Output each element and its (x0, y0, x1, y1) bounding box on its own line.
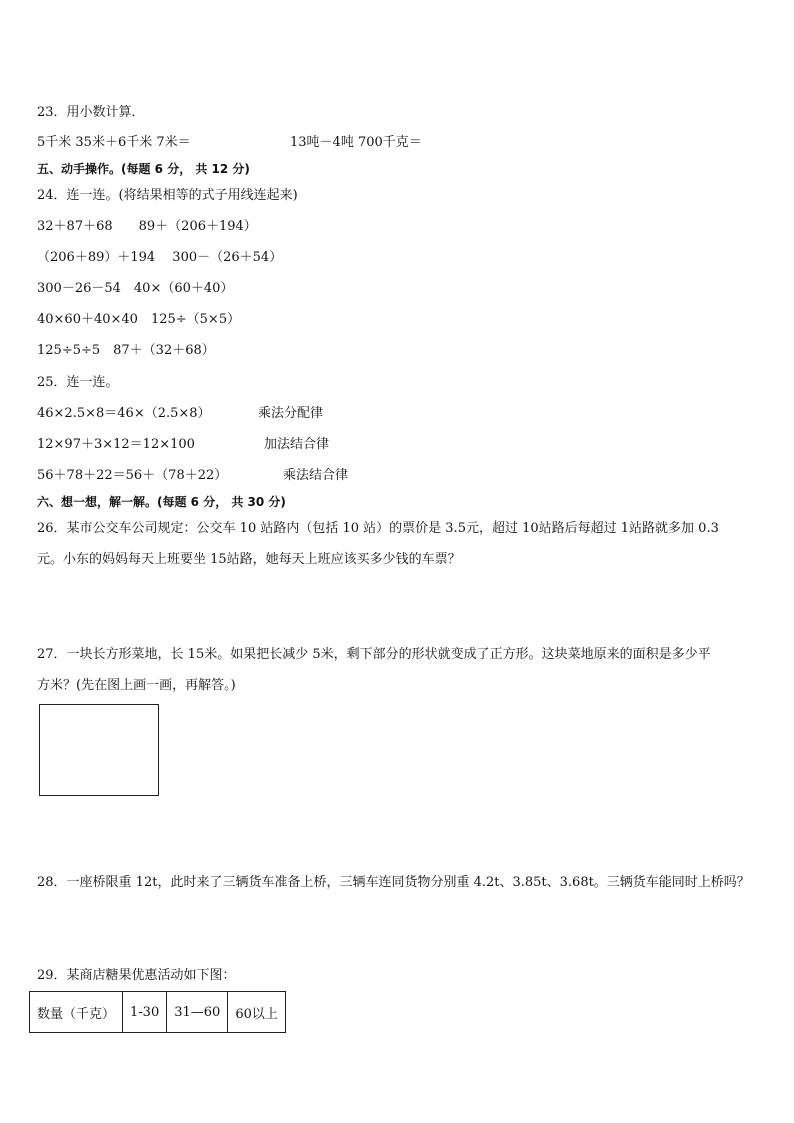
q29-title: 29．某商店糖果优惠活动如下图： (37, 968, 236, 983)
q25-law: 乘法分配律 (258, 406, 324, 421)
drawing-box[interactable] (39, 704, 159, 796)
section-6-heading: 六、想一想，解一解。(每题 6 分， 共 30 分) (37, 495, 286, 509)
discount-table (29, 991, 286, 1033)
q25-expression: 56＋78＋22＝56＋（78＋22） (37, 468, 228, 483)
table-cell: 31—60 (167, 992, 228, 1033)
q26-line-2: 元。小东的妈妈每天上班要坐 15站路，她每天上班应该买多少钱的车票？ (37, 552, 461, 567)
q23-right-problem: 13吨－4吨 700千克＝ (290, 135, 422, 150)
q24-row: （206＋89）＋194 300－（26＋54） (37, 250, 283, 265)
q25-expression: 46×2.5×8＝46×（2.5×8） (37, 406, 211, 421)
q28-text: 28．一座桥限重 12t，此时来了三辆货车准备上桥，三辆车连同货物分别重 4.2t、3.85t、3.68t。三辆货车能同时上桥吗？ (37, 875, 750, 890)
q25-title: 25．连一连。 (37, 375, 119, 390)
q27-line-2: 方米？(先在图上画一画，再解答。) (37, 678, 236, 693)
q24-row: 300－26－54 40×（60＋40） (37, 281, 234, 296)
section-5-heading: 五、动手操作。(每题 6 分， 共 12 分) (37, 162, 250, 176)
q25-expression: 12×97＋3×12＝12×100 (37, 437, 195, 452)
q23-left-problem: 5千米 35米＋6千米 7米＝ (37, 135, 191, 150)
table-row (30, 992, 286, 1033)
q24-row: 32＋87＋68 89＋（206＋194） (37, 219, 257, 234)
q25-law: 乘法结合律 (283, 468, 349, 483)
table-cell: 数量（千克） (30, 992, 123, 1033)
q27-line-1: 27．一块长方形菜地，长 15米。如果把长减少 5米，剩下部分的形状就变成了正方形。这块菜地原来的面积是多少平 (37, 647, 711, 662)
q23-title: 23．用小数计算． (37, 105, 145, 120)
q25-law: 加法结合律 (264, 437, 330, 452)
q26-line-1: 26．某市公交车公司规定：公交车 10 站路内（包括 10 站）的票价是 3.5元，超过 10站路后每超过 1站路就多加 0.3 (37, 521, 719, 536)
table-cell: 60以上 (228, 992, 286, 1033)
q24-title: 24．连一连。(将结果相等的式子用线连起来) (37, 188, 298, 203)
q24-row: 125÷5÷5 87＋（32＋68） (37, 343, 215, 358)
q24-row: 40×60＋40×40 125÷（5×5） (37, 312, 241, 327)
table-cell: 1-30 (123, 992, 167, 1033)
